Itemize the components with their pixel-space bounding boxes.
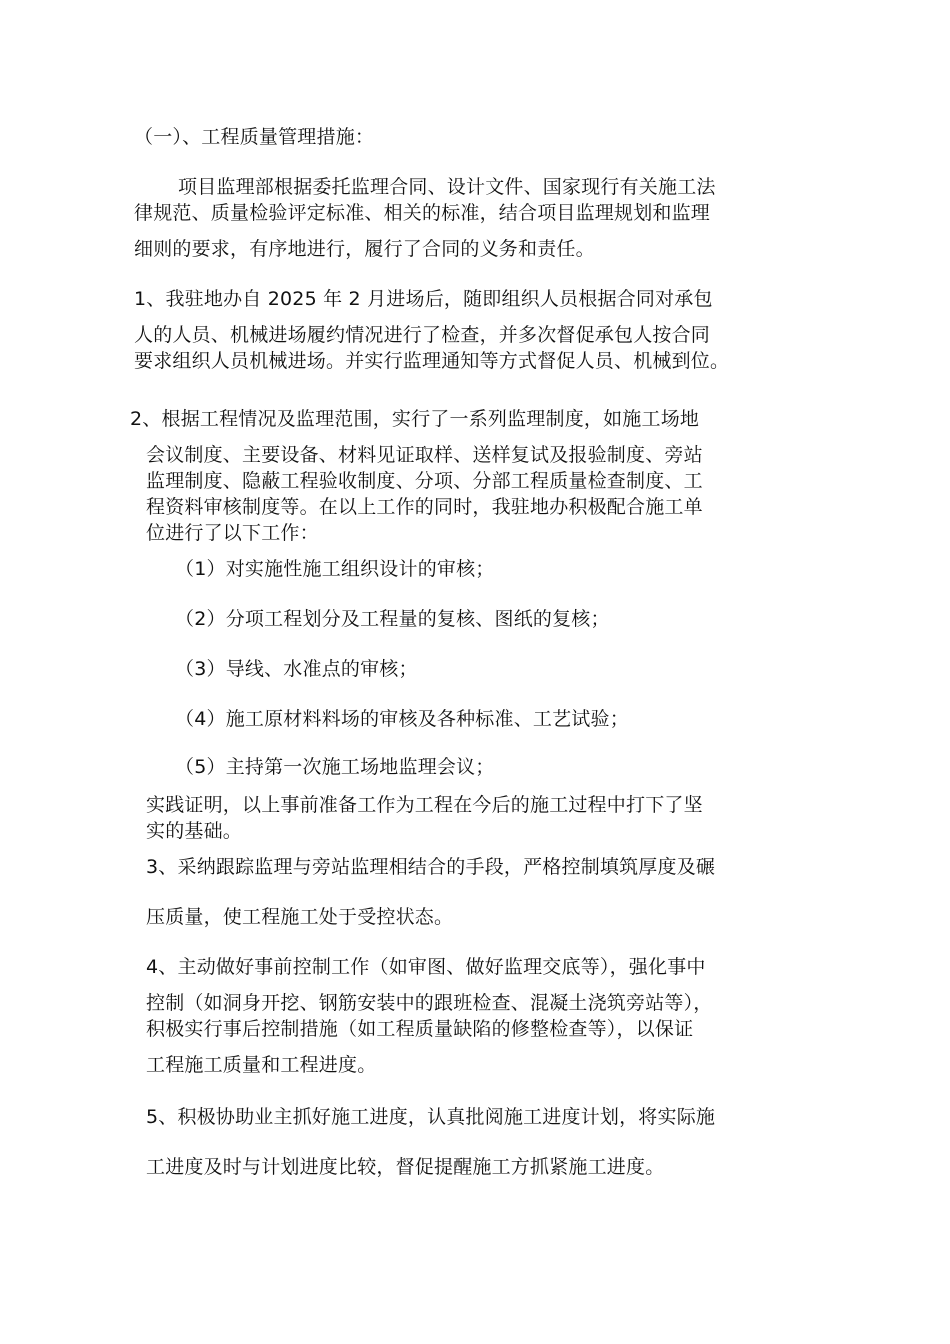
item-2-line: 程资料审核制度等。在以上工作的同时，我驻地办积极配合施工单	[146, 496, 703, 518]
item-2-line: 会议制度、主要设备、材料见证取样、送样复试及报验制度、旁站	[146, 444, 703, 466]
sub-item: （3）导线、水准点的审核；	[175, 658, 418, 680]
item-4-line: 工程施工质量和工程进度。	[146, 1054, 377, 1076]
item-1-line: 要求组织人员机械进场。并实行监理通知等方式督促人员、机械到位。	[134, 350, 730, 372]
intro-line: 细则的要求，有序地进行，履行了合同的义务和责任。	[134, 238, 595, 260]
item-5-line: 工进度及时与计划进度比较，督促提醒施工方抓紧施工进度。	[146, 1156, 665, 1178]
intro-line: 项目监理部根据委托监理合同、设计文件、国家现行有关施工法	[178, 176, 716, 198]
item-4-line: 控制（如洞身开挖、钢筋安装中的跟班检查、混凝土浇筑旁站等），	[146, 992, 713, 1014]
section-heading: （一）、工程质量管理措施：	[134, 126, 375, 148]
sub-item: （5）主持第一次施工场地监理会议；	[175, 756, 495, 778]
item-3-line: 压质量，使工程施工处于受控状态。	[146, 906, 454, 928]
item-4-line: 4、主动做好事前控制工作（如审图、做好监理交底等），强化事中	[146, 956, 706, 978]
sub-item: （1）对实施性施工组织设计的审核；	[175, 558, 495, 580]
item-1-line: 人的人员、机械进场履约情况进行了检查，并多次督促承包人按合同	[134, 324, 711, 346]
sub-item: （4）施工原材料料场的审核及各种标准、工艺试验；	[175, 708, 629, 730]
conclusion-line: 实的基础。	[146, 820, 243, 842]
item-2-line: 位进行了以下工作：	[146, 522, 319, 544]
item-2-line: 2、根据工程情况及监理范围，实行了一系列监理制度，如施工场地	[130, 408, 700, 430]
item-1-line: 1、我驻地办自 2025 年 2 月进场后，随即组织人员根据合同对承包	[134, 288, 713, 310]
item-3-line: 3、采纳跟踪监理与旁站监理相结合的手段，严格控制填筑厚度及碾	[146, 856, 716, 878]
item-2-line: 监理制度、隐蔽工程验收制度、分项、分部工程质量检查制度、工	[146, 470, 703, 492]
conclusion-line: 实践证明，以上事前准备工作为工程在今后的施工过程中打下了坚	[146, 794, 703, 816]
intro-line: 律规范、质量检验评定标准、相关的标准，结合项目监理规划和监理	[134, 202, 711, 224]
sub-item: （2）分项工程划分及工程量的复核、图纸的复核；	[175, 608, 610, 630]
item-5-line: 5、积极协助业主抓好施工进度，认真批阅施工进度计划，将实际施	[146, 1106, 716, 1128]
item-4-line: 积极实行事后控制措施（如工程质量缺陷的修整检查等），以保证	[146, 1018, 694, 1040]
